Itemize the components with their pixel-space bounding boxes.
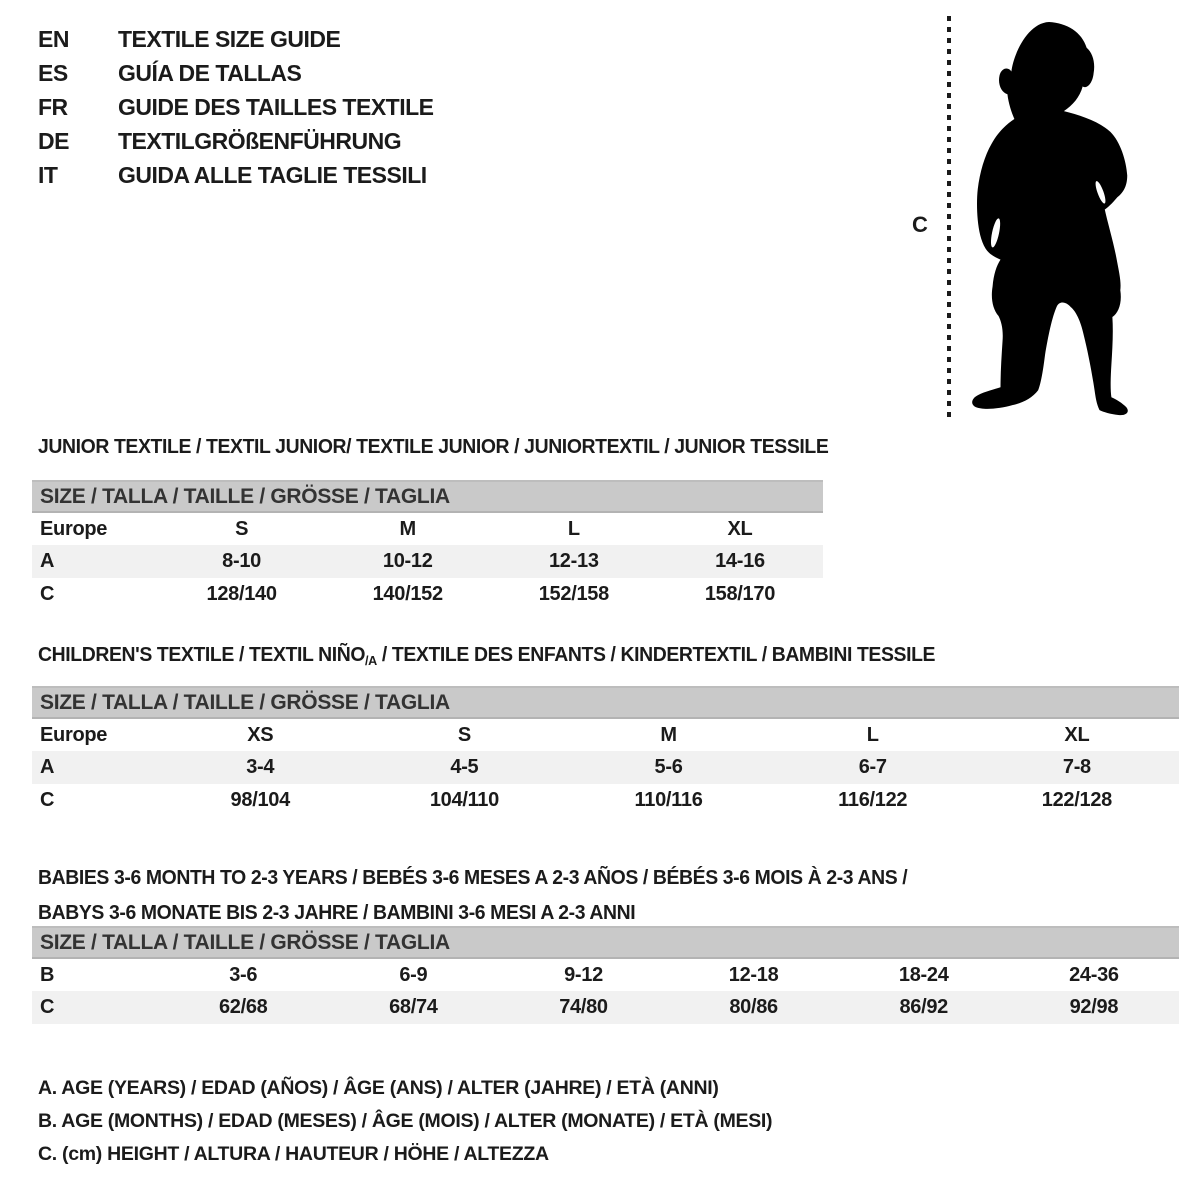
table-row (32, 545, 823, 578)
age-cell: 24-36 (1069, 963, 1119, 986)
size-header-label: SIZE / TALLA / TAILLE / GRÖSSE / TAGLIA (32, 927, 1179, 958)
title-line-2: BABYS 3-6 MONATE BIS 2-3 JAHRE / BAMBINI 3-6 MESI A 2-3 ANNI (38, 902, 636, 924)
height-cell: 140/152 (372, 583, 443, 605)
row-label: A (32, 545, 159, 578)
size-cell: M (660, 723, 677, 746)
height-cell: 92/98 (1009, 991, 1179, 1024)
size-cell: S (235, 517, 249, 540)
height-cell: 74/80 (498, 991, 668, 1024)
height-cell: 62/68 (158, 991, 328, 1024)
table-row (32, 578, 823, 611)
row-label: B (40, 963, 55, 986)
title-line-1: BABIES 3-6 MONTH TO 2-3 YEARS / BEBÉS 3-6 MESES A 2-3 AÑOS / BÉBÉS 3-6 MOIS À 2-3 ANS / (38, 867, 908, 889)
legend-age-years: A. AGE (YEARS) / EDAD (AÑOS) / ÂGE (ANS) / ALTER (JAHRE) / ETÀ (ANNI) (38, 1077, 719, 1099)
height-cell: 152/158 (538, 583, 609, 605)
height-cell: 98/104 (230, 789, 290, 811)
guide-title: TEXTILE SIZE GUIDE (118, 26, 341, 52)
title-text: CHILDREN'S TEXTILE / TEXTIL NIÑO (38, 644, 366, 666)
title-text: / TEXTILE DES ENFANTS / KINDERTEXTIL / BAMBINI TESSILE (376, 644, 936, 666)
age-cell: 12-18 (728, 963, 779, 986)
age-cell: 10-12 (325, 545, 491, 578)
size-cell: M (399, 517, 416, 540)
lang-row-it (38, 158, 434, 192)
language-title-block (38, 22, 434, 192)
age-cell: 12-13 (491, 545, 657, 578)
height-cell: 122/128 (1041, 789, 1112, 811)
height-cell: 104/110 (429, 789, 499, 811)
age-cell: 14-16 (657, 545, 823, 578)
height-measure-line (947, 16, 951, 418)
row-label: Europe (40, 723, 108, 746)
guide-title: GUÍA DE TALLAS (118, 60, 302, 86)
age-cell: 8-10 (159, 545, 325, 578)
children-size-table (32, 686, 1179, 817)
lang-code: IT (38, 162, 58, 188)
age-cell: 6-9 (399, 963, 428, 986)
legend-age-months: B. AGE (MONTHS) / EDAD (MESES) / ÂGE (MOIS) / ALTER (MONATE) / ETÀ (MESI) (38, 1110, 773, 1132)
table-row (32, 784, 1179, 817)
table-row (32, 718, 1179, 751)
size-header-label: SIZE / TALLA / TAILLE / GRÖSSE / TAGLIA (32, 687, 1179, 718)
size-cell: XL (1064, 723, 1090, 746)
lang-code: ES (38, 60, 68, 86)
table-row (32, 512, 823, 545)
age-cell: 4-5 (362, 751, 566, 784)
toddler-silhouette-icon (963, 22, 1140, 418)
size-header-bar (32, 927, 1179, 958)
age-cell: 5-6 (566, 751, 770, 784)
height-measure-label: C (912, 212, 928, 237)
age-cell: 3-4 (158, 751, 362, 784)
size-cell: XL (727, 517, 753, 540)
guide-title: GUIDA ALLE TAGLIE TESSILI (118, 162, 427, 188)
legend-block (38, 1072, 772, 1171)
row-label: Europe (40, 517, 108, 540)
height-cell: 128/140 (206, 583, 277, 605)
row-label: C (40, 789, 55, 811)
size-cell: XS (247, 723, 274, 746)
size-header-bar (32, 687, 1179, 718)
size-cell: S (457, 723, 471, 746)
children-section-title (38, 644, 935, 668)
babies-size-table (32, 926, 1179, 1024)
junior-section-title: JUNIOR TEXTILE / TEXTIL JUNIOR/ TEXTILE JUNIOR / JUNIORTEXTIL / JUNIOR TESSILE (38, 436, 829, 458)
table-row (32, 958, 1179, 991)
guide-title: TEXTILGRÖßENFÜHRUNG (118, 128, 402, 154)
age-cell: 3-6 (229, 963, 258, 986)
title-sub: /A (365, 653, 377, 668)
babies-section-title (38, 861, 907, 931)
guide-title: GUIDE DES TAILLES TEXTILE (118, 94, 434, 120)
height-cell: 158/170 (704, 583, 776, 605)
lang-row-de (38, 124, 434, 158)
age-cell: 9-12 (564, 963, 603, 986)
lang-row-en (38, 22, 434, 56)
table-row (32, 751, 1179, 784)
age-cell: 7-8 (975, 751, 1179, 784)
legend-height-cm: C. (cm) HEIGHT / ALTURA / HAUTEUR / HÖHE / ALTEZZA (38, 1143, 549, 1165)
height-cell: 86/92 (839, 991, 1009, 1024)
height-cell: 116/122 (838, 789, 908, 811)
lang-code: FR (38, 94, 68, 120)
junior-size-table (32, 480, 823, 611)
age-cell: 6-7 (771, 751, 975, 784)
table-row (32, 991, 1179, 1024)
height-cell: 80/86 (669, 991, 839, 1024)
height-cell: 68/74 (328, 991, 498, 1024)
lang-code: EN (38, 26, 69, 52)
lang-row-es (38, 56, 434, 90)
lang-row-fr (38, 90, 434, 124)
size-cell: L (866, 723, 879, 746)
row-label: C (32, 991, 158, 1024)
size-header-label: SIZE / TALLA / TAILLE / GRÖSSE / TAGLIA (32, 481, 823, 512)
lang-code: DE (38, 128, 69, 154)
size-header-bar (32, 481, 823, 512)
row-label: A (32, 751, 158, 784)
size-cell: L (567, 517, 580, 540)
row-label: C (40, 583, 55, 605)
height-cell: 110/116 (634, 789, 703, 811)
age-cell: 18-24 (898, 963, 949, 986)
